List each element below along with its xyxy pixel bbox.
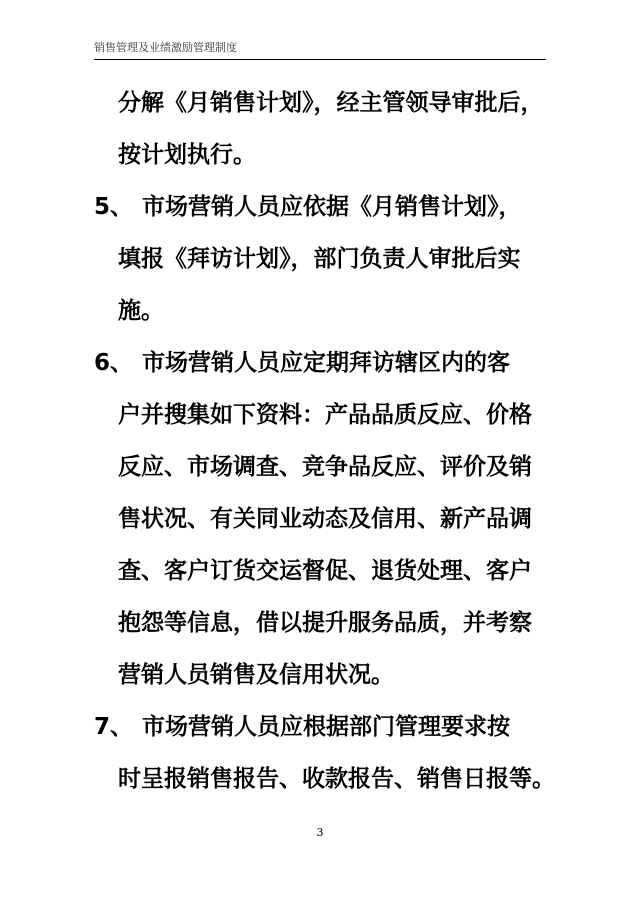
body-line: 户并搜集如下资料：产品品质反应、价格 [118,402,532,428]
list-item-number: 6、 [94,350,134,376]
header-divider [94,59,546,60]
body-line: 市场营销人员应依据《月销售计划》， [142,194,522,220]
list-item-number: 5、 [94,194,134,220]
body-line: 反应、市场调查、竞争品反应、评价及销 [118,454,532,480]
page-header: 销售管理及业绩激励管理制度 [94,41,237,54]
body-line: 查、客户订货交运督促、退货处理、客户 [118,558,532,584]
body-line: 按计划执行。 [118,142,256,168]
body-line: 市场营销人员应定期拜访辖区内的客 [142,350,510,376]
page-number: 3 [316,826,324,839]
body-line: 抱怨等信息，借以提升服务品质，并考察 [118,610,532,636]
body-line: 时呈报销售报告、收款报告、销售日报等。 [118,766,555,792]
body-line: 填报《拜访计划》，部门负责人审批后实 [118,246,521,272]
body-line: 分解《月销售计划》，经主管领导审批后， [118,90,544,116]
body-line: 施。 [118,298,164,324]
list-item-number: 7、 [94,714,134,740]
body-line: 售状况、有关同业动态及信用、新产品调 [118,506,532,532]
body-line: 市场营销人员应根据部门管理要求按 [142,714,510,740]
body-line: 营销人员销售及信用状况。 [118,662,394,688]
